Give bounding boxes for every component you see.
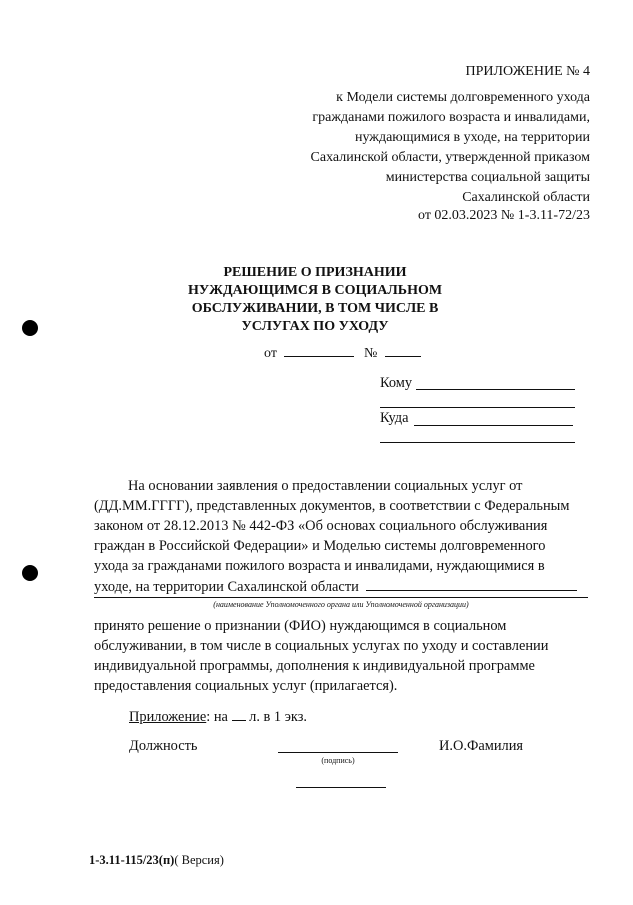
para-line: обслуживании, в том числе в социальных услугах по уходу и составлении xyxy=(94,638,549,654)
para-line: граждан в Российской Федерации» и Моделью системы долговременного xyxy=(94,538,546,554)
signature-line[interactable] xyxy=(278,752,398,753)
pages-blank[interactable] xyxy=(232,706,246,721)
title-line: РЕШЕНИЕ О ПРИЗНАНИИ xyxy=(223,265,407,280)
number-label: № xyxy=(363,346,378,361)
document-code: 1-3.11-115/23(п) xyxy=(89,853,175,867)
para-line: принято решение о признании (ФИО) нуждающимся в социальном xyxy=(94,618,507,634)
signature-caption: (подпись) xyxy=(321,756,355,765)
from-label: от xyxy=(264,346,277,361)
org-line[interactable] xyxy=(94,597,588,598)
paragraph-decision xyxy=(94,616,588,696)
punch-hole xyxy=(22,320,38,336)
where-blank[interactable] xyxy=(414,425,573,426)
document-code-line xyxy=(89,853,224,868)
attachment-text: : на xyxy=(206,709,228,725)
where-label: Куда xyxy=(380,410,409,426)
para-line: ухода за гражданами пожилого возраста и инвалидами, нуждающимися в xyxy=(94,558,545,574)
para-line-text: уходе, на территории Сахалинской области xyxy=(94,579,359,595)
area-blank[interactable] xyxy=(366,576,577,591)
para-line: предоставления социальных услуг (прилагается). xyxy=(94,678,398,694)
to-blank[interactable] xyxy=(416,389,575,390)
para-line: (ДД.ММ.ГГГГ), представленных документов, в соответствии с Федеральным xyxy=(94,498,570,514)
para-line: индивидуальной программы, дополнения к индивидуальной программе xyxy=(94,658,535,674)
header-line: министерства социальной защиты xyxy=(385,170,590,185)
to-blank-2[interactable] xyxy=(380,407,575,408)
number-blank[interactable] xyxy=(385,342,421,357)
document-title xyxy=(150,264,480,336)
extra-line xyxy=(296,787,386,788)
header-line: нуждающимися в уходе, на территории xyxy=(354,130,590,145)
document-version: ( Версия) xyxy=(174,853,224,867)
signer-name: И.О.Фамилия xyxy=(439,738,524,754)
appendix-number: ПРИЛОЖЕНИЕ № 4 xyxy=(465,64,590,79)
org-caption: (наименование Уполномоченного органа или Уполномоченной организации) xyxy=(213,600,469,609)
where-blank-2[interactable] xyxy=(380,442,575,443)
punch-hole xyxy=(22,565,38,581)
date-blank[interactable] xyxy=(284,342,354,357)
header-line: гражданами пожилого возраста и инвалидами, xyxy=(312,110,590,125)
para-line: На основании заявления о предоставлении социальных услуг от xyxy=(128,478,523,494)
header-line: к Модели системы долговременного ухода xyxy=(336,90,590,105)
position-label: Должность xyxy=(129,738,198,754)
paragraph-basis xyxy=(94,476,588,597)
attachment-label: Приложение xyxy=(129,709,207,725)
para-line: законом от 28.12.2013 № 442-ФЗ «Об основах социального обслуживания xyxy=(94,518,548,534)
title-line: НУЖДАЮЩИМСЯ В СОЦИАЛЬНОМ xyxy=(187,283,443,298)
header-line: Сахалинской области, утвержденной приказом xyxy=(310,150,590,165)
title-line: УСЛУГАХ ПО УХОДУ xyxy=(241,319,389,334)
para-line-last xyxy=(94,576,588,597)
attachment-line xyxy=(129,706,307,726)
header-line: Сахалинской области xyxy=(462,190,590,205)
attachment-text-2: л. в 1 экз. xyxy=(249,709,307,725)
title-line: ОБСЛУЖИВАНИИ, В ТОМ ЧИСЛЕ В xyxy=(191,301,439,316)
to-label: Кому xyxy=(380,375,413,391)
header-line: от 02.03.2023 № 1-3.11-72/23 xyxy=(418,208,590,223)
date-number-line xyxy=(264,342,421,362)
